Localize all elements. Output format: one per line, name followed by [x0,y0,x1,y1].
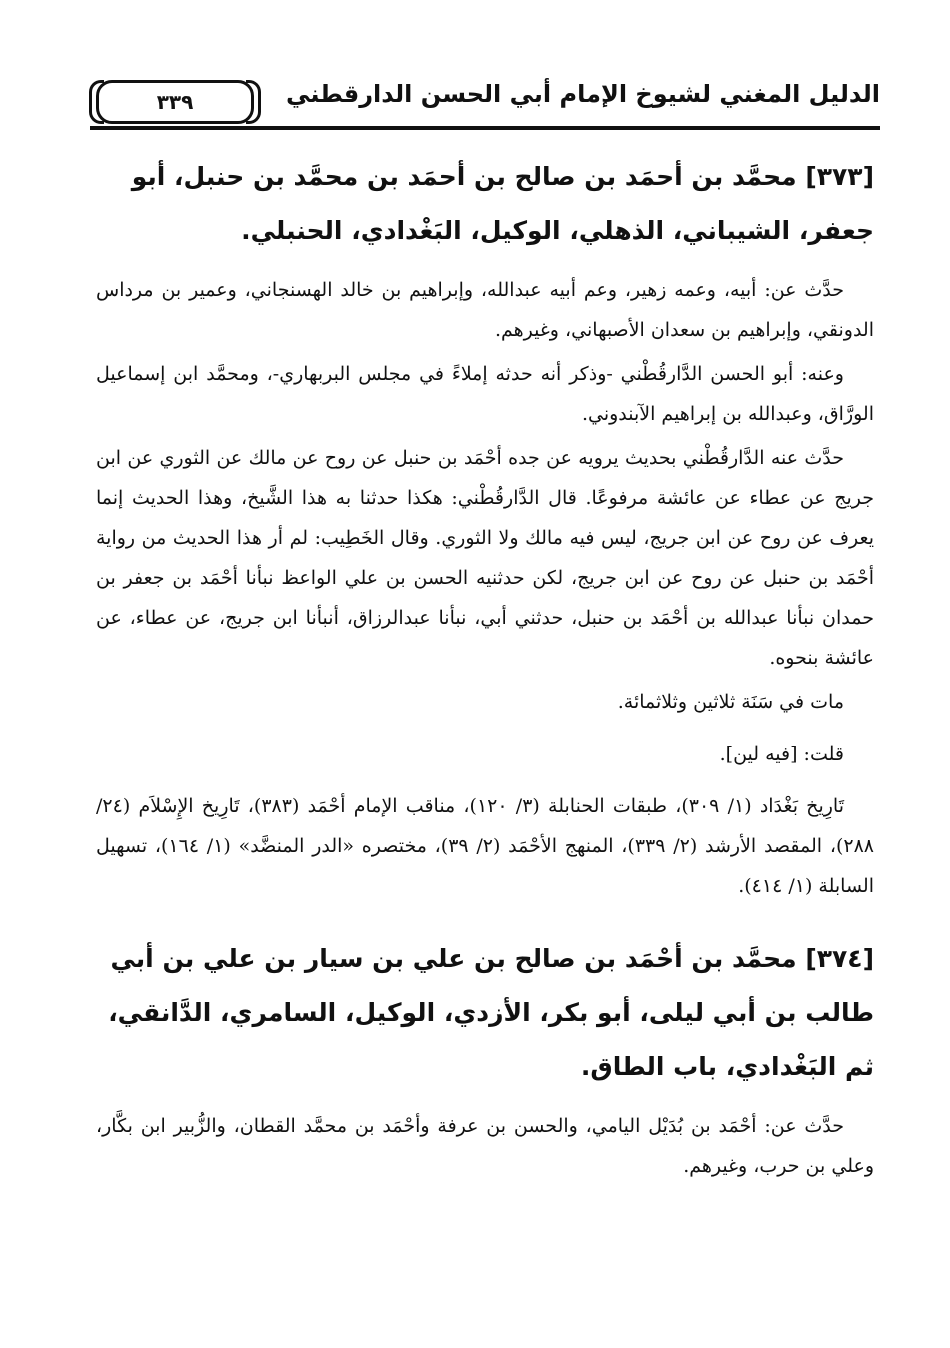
entry-373-hadith: حدَّث عنه الدَّارقُطْني بحديث يرويه عن جده أحْمَد بن حنبل عن روح عن مالك عن الثوري عن ابن جريج عن عطاء عن عائشة مرفوعًا. قال الدَّارقُطْني: هكذا حدثنا به هذا الشَّيخ، وهذا الحديث إنما يعرف عن روح عن ابن جريج، ليس فيه مالك ولا الثوري. وقال الخَطِيب: لم أر هذا الحديث من رواية أحْمَد بن حنبل عن روح عن ابن جريج، لكن حدثنيه الحسن بن علي الواعظ نبأنا أحْمَد بن جعفر بن حمدان نبأنا عبدالله بن أحْمَد بن حنبل، حدثني أبي، نبأنا عبدالرزاق، أنبأنا ابن جريج، عن عطاء، عن عائشة بنحوه. [96,447,874,669]
page-header [90,74,880,124]
page-number-frame [96,80,254,124]
entry-373-note: قلت: [فيه لين]. [719,743,844,765]
page-content [96,150,874,1190]
entry-373-references: تَارِيخ بَغْدَاد (١/ ٣٠٩)، طبقات الحنابلة (٣/ ١٢٠)، مناقب الإمام أحْمَد (٣٨٣)، تَارِيخ الإِسْلاَم (٢٤/ ٢٨٨)، المقصد الأرشد (٢/ ٣٣٩)، المنهج الأحْمَد (٢/ ٣٩)، مختصره «الدر المنضَّد» (١/ ١٦٤)، تسهيل السابلة (١/ ٤١٤). [96,795,874,897]
entry-373-title: [٣٧٣] محمَّد بن أحمَد بن صالح بن أحمَد بن محمَّد بن حنبل، أبو جعفر، الشيباني، الذهلي، الوكيل، البَغْدادي، الحنبلي. [131,162,874,245]
header-rule [90,126,880,130]
entry-373-students: وعنه: أبو الحسن الدَّارقُطْني -وذكر أنه حدثه إملاءً في مجلس البربهاري-، ومحمَّد ابن إسماعيل الورَّاق، وعبدالله بن إبراهيم الآبندوني. [96,363,874,425]
entry-373-teachers: حدَّث عن: أبيه، وعمه زهير، وعم أبيه عبدالله، وإبراهيم بن خالد الهسنجاني، وعمير بن مرداس الدونقي، وإبراهيم بن سعدان الأصبهاني، وغيرهم. [96,279,874,341]
running-title: الدليل المغني لشيوخ الإمام أبي الحسن الدارقطني [286,80,880,108]
entry-373-death: مات في سَنَة ثلاثين وثلاثمائة. [617,691,844,713]
page-number: ٣٣٩ [156,90,194,114]
entry-374-title: [٣٧٤] محمَّد بن أحْمَد بن صالح بن علي بن سيار بن علي بن أبي طالب بن أبي ليلى، أبو بكر، الأزدي، الوكيل، السامري، الدَّانقي، ثم البَغْدادي، باب الطاق. [108,944,874,1081]
entry-374-teachers: حدَّث عن: أحْمَد بن بُدَيْل اليامي، والحسن بن عرفة وأحْمَد بن محمَّد القطان، والزُّبير ابن بكَّار، وعلي بن حرب، وغيرهم. [96,1115,874,1177]
